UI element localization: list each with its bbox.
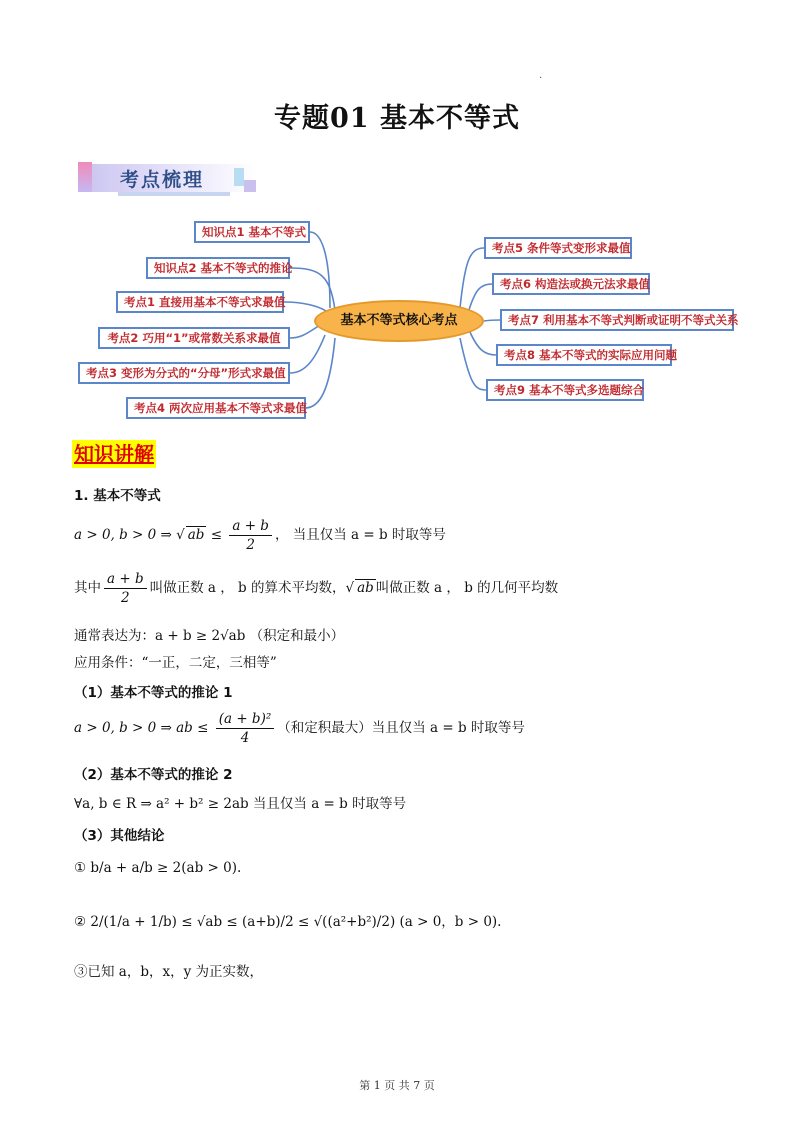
conclusion-2: ② 2/(1/a + 1/b) ≤ √ab ≤ (a+b)/2 ≤ √((a²+b²)/2) (a > 0，b > 0).	[74, 914, 502, 930]
conclusion-1: ① b/a + a/b ≥ 2(ab > 0).	[74, 860, 242, 876]
section-label: 考点梳理	[120, 169, 205, 191]
mindmap-node-right-1: 考点5 条件等式变形求最值	[484, 237, 632, 259]
page-title: 专题01 基本不等式	[274, 103, 520, 134]
mindmap-node-right-3: 考点7 利用基本不等式判断或证明不等式关系	[500, 309, 734, 331]
mindmap-node-left-4: 考点2 巧用“1”或常数关系求最值	[98, 327, 290, 349]
formula-basic-inequality: a > 0, b > 0 ⇒ √ ab ≤ $\frac{a + b}{2}$ ， 当且仅当 a = b 时取等号	[74, 518, 446, 553]
mindmap-node-left-3: 考点1 直接用基本不等式求最值	[116, 291, 284, 313]
knowledge-heading: 知识讲解	[74, 442, 154, 466]
mindmap-node-right-2: 考点6 构造法或换元法求最值	[492, 273, 650, 295]
common-form: 通常表达为：a + b ≥ 2√ab （积定和最小）	[74, 628, 345, 644]
mindmap-node-left-6: 考点4 两次应用基本不等式求最值	[126, 397, 306, 419]
mindmap-node-left-1: 知识点1 基本不等式	[194, 221, 310, 243]
application-conditions: 应用条件：“一正，二定，三相等”	[74, 655, 277, 671]
corollary-1-formula: a > 0, b > 0 ⇒ ab ≤ $\frac{\text{(a + b)²}}{4}$ （和定积最大）当且仅当 a = b 时取等号	[74, 711, 525, 746]
page-footer: 第 1 页 共 7 页	[359, 1079, 435, 1092]
banner-right-accent	[234, 168, 244, 186]
mindmap-node-right-5: 考点9 基本不等式多选题综合	[486, 379, 644, 401]
mindmap-node-left-5: 考点3 变形为分式的“分母”形式求最值	[78, 362, 290, 384]
conclusion-3: ③已知 a，b，x，y 为正实数，	[74, 964, 264, 980]
other-conclusions-title: （3）其他结论	[74, 828, 165, 844]
top-dot: .	[539, 70, 543, 81]
corollary-2-title: （2）基本不等式的推论 2	[74, 767, 233, 783]
corollary-1-title: （1）基本不等式的推论 1	[74, 685, 233, 701]
banner-right-accent-2	[244, 180, 256, 192]
mindmap-node-left-2: 知识点2 基本不等式的推论	[146, 257, 290, 279]
banner-left-accent	[78, 162, 92, 192]
corollary-2-formula: ∀a, b ∈ R ⇒ a² + b² ≥ 2ab 当且仅当 a = b 时取等号	[74, 796, 407, 812]
section-banner	[78, 160, 258, 198]
mind-map	[0, 210, 794, 430]
mindmap-node-right-4: 考点8 基本不等式的实际应用问题	[496, 344, 672, 366]
mean-definition: 其中 $\frac{a + b}{2}$ 叫做正数 a ， b 的算术平均数，√ ab 叫做正数 a ， b 的几何平均数	[74, 571, 559, 606]
banner-underline	[118, 192, 230, 196]
section-1-title: 1. 基本不等式	[74, 488, 161, 504]
mindmap-center-node: 基本不等式核心考点	[314, 300, 484, 342]
